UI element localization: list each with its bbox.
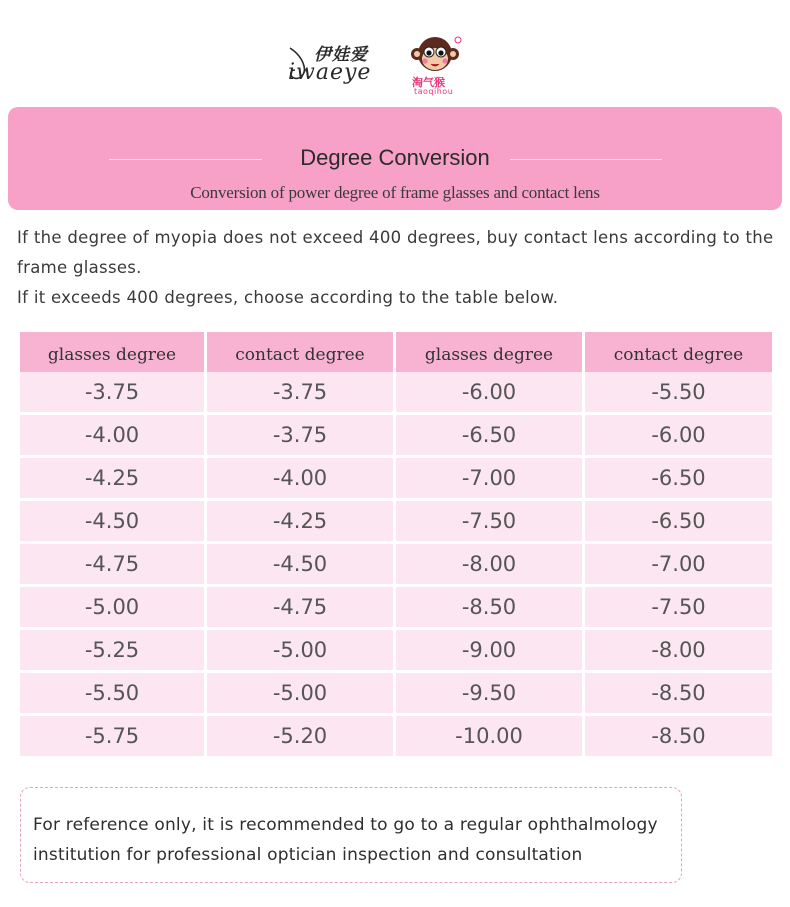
table-cell: -8.50 (396, 587, 582, 627)
table-cell: -4.25 (20, 458, 204, 498)
disclaimer-text: For reference only, it is recommended to go to a regular ophthalmology institution for professional optician inspection and consultation (33, 815, 658, 865)
table-cell: -7.00 (396, 458, 582, 498)
monkey-logo-chinese: 淘气猴 (412, 76, 445, 89)
page-title: Degree Conversion (300, 145, 490, 170)
table-cell: -9.50 (396, 673, 582, 713)
table-cell: -5.20 (207, 716, 393, 756)
table-cell: -4.25 (207, 501, 393, 541)
table-cell: -4.00 (20, 415, 204, 455)
table-cell: -8.50 (585, 716, 772, 756)
table-header-cell: glasses degree (396, 332, 582, 372)
table-cell: -5.00 (207, 630, 393, 670)
table-cell: -6.00 (585, 415, 772, 455)
table-cell: -6.00 (396, 372, 582, 412)
table-cell: -8.00 (585, 630, 772, 670)
table-cell: -5.50 (585, 372, 772, 412)
table-cell: -4.75 (207, 587, 393, 627)
table-cell: -5.00 (207, 673, 393, 713)
table-cell: -4.00 (207, 458, 393, 498)
intro-line-1: If the degree of myopia does not exceed 400 degrees, buy contact lens according to the frame glasses. (17, 228, 774, 277)
table-cell: -4.50 (207, 544, 393, 584)
title-banner (8, 107, 782, 210)
table-cell: -5.25 (20, 630, 204, 670)
table-cell: -8.50 (585, 673, 772, 713)
brand-logo-english: iwaeye (288, 60, 372, 85)
table-cell: -7.50 (396, 501, 582, 541)
table-cell: -3.75 (20, 372, 204, 412)
table-cell: -7.00 (585, 544, 772, 584)
intro-text (17, 223, 777, 313)
page-subtitle: Conversion of power degree of frame glasses and contact lens (190, 183, 600, 202)
table-cell: -4.50 (20, 501, 204, 541)
table-cell: -10.00 (396, 716, 582, 756)
intro-line-2: If it exceeds 400 degrees, choose according to the table below. (17, 288, 559, 307)
table-cell: -7.50 (585, 587, 772, 627)
table-cell: -4.75 (20, 544, 204, 584)
monkey-logo (404, 34, 466, 98)
table-cell: -5.75 (20, 716, 204, 756)
table-cell: -6.50 (585, 458, 772, 498)
table-header-cell: contact degree (585, 332, 772, 372)
disclaimer-box (20, 787, 682, 883)
table-cell: -3.75 (207, 372, 393, 412)
table-cell: -5.00 (20, 587, 204, 627)
table-cell: -3.75 (207, 415, 393, 455)
table-cell: -6.50 (585, 501, 772, 541)
table-cell: -5.50 (20, 673, 204, 713)
table-cell: -6.50 (396, 415, 582, 455)
brand-logo (286, 40, 386, 88)
monkey-face-icon (404, 34, 466, 76)
table-header-cell: contact degree (207, 332, 393, 372)
table-cell: -8.00 (396, 544, 582, 584)
table-cell: -9.00 (396, 630, 582, 670)
table-header-cell: glasses degree (20, 332, 204, 372)
monkey-logo-english: taoqihou (414, 87, 454, 96)
brand-logo-chinese: 伊娃爱 (314, 45, 368, 65)
